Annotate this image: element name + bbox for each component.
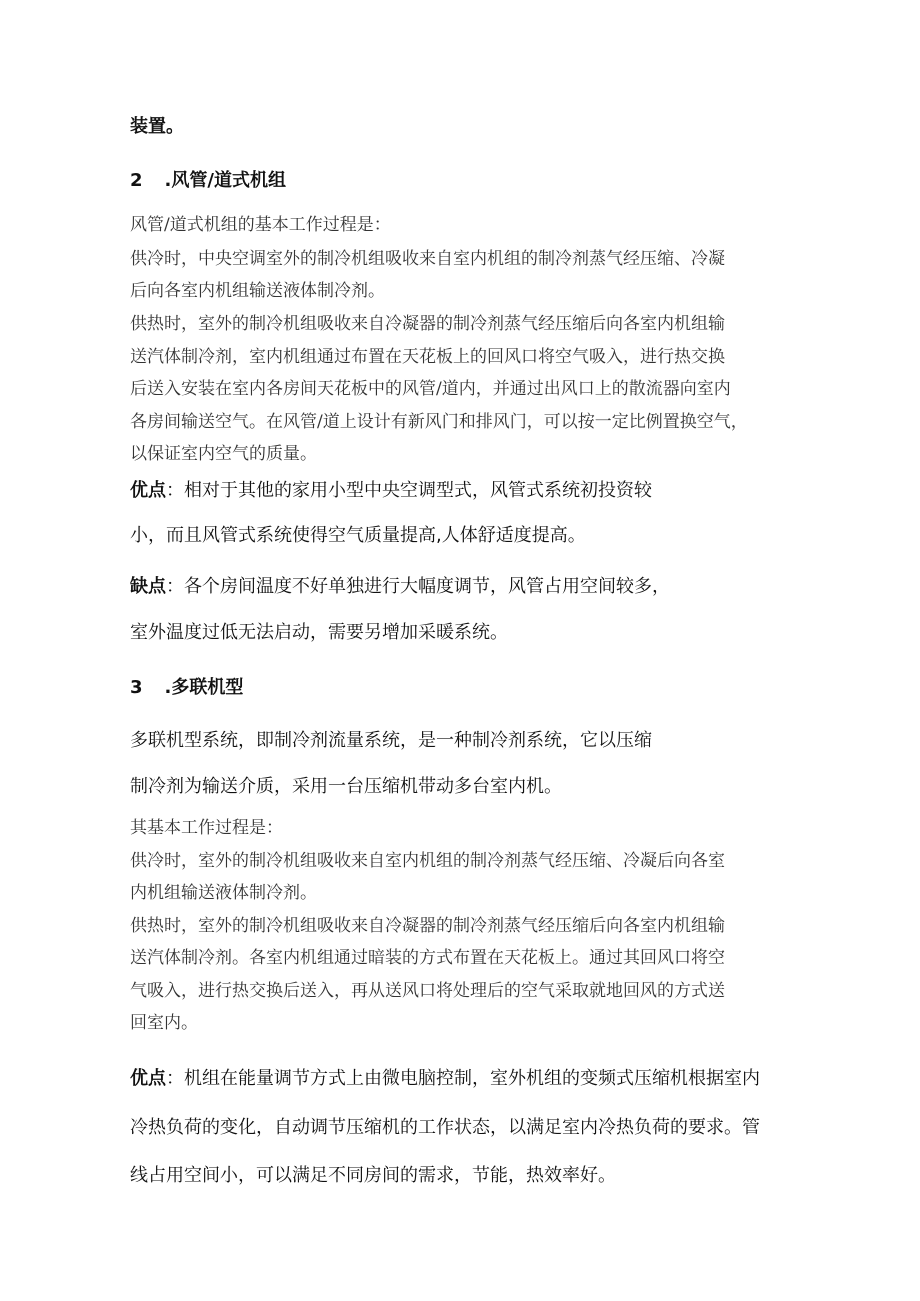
section-2-paragraph-line: 以保证室内空气的质量。 [130, 444, 317, 464]
section-3-heading [130, 673, 243, 699]
cons-label: 缺点 [130, 576, 166, 597]
section-3-paragraph-line: 供热时，室外的制冷机组吸收来自冷凝器的制冷剂蒸气经压缩后向各室内机组输 [130, 916, 725, 936]
cons-text: ：各个房间温度不好单独进行大幅度调节，风管占用空间较多， [166, 576, 670, 597]
section-2-paragraph-line: 供冷时，中央空调室外的制冷机组吸收来自室内机组的制冷剂蒸气经压缩、冷凝 [130, 249, 725, 269]
section-2-paragraph-line: 后送入安装在室内各房间天花板中的风管/道内，并通过出风口上的散流器向室内 [130, 379, 731, 399]
pros-text: ：相对于其他的家用小型中央空调型式，风管式系统初投资较 [166, 480, 652, 501]
section-3-number: 3 [130, 677, 143, 698]
section-2-paragraph-line: 风管/道式机组的基本工作过程是： [130, 215, 391, 235]
section-3-paragraph-line: 其基本工作过程是： [130, 818, 283, 838]
section-2-paragraph-line: 后向各室内机组输送液体制冷剂。 [130, 281, 385, 301]
section-3-paragraph-line: 气吸入，进行热交换后送入，再从送风口将处理后的空气采取就地回风的方式送 [130, 981, 725, 1001]
section-2-paragraph-line: 供热时，室外的制冷机组吸收来自冷凝器的制冷剂蒸气经压缩后向各室内机组输 [130, 314, 725, 334]
section-2-paragraph-line: 各房间输送空气。在风管/道上设计有新风门和排风门，可以按一定比例置换空气， [130, 412, 748, 432]
pros-text: ：机组在能量调节方式上由微电脑控制，室外机组的变频式压缩机根据室内 [166, 1068, 760, 1089]
intro-tail-text: 装置。 [130, 116, 184, 137]
section-2-number: 2 [130, 170, 143, 191]
section-3-paragraph-line: 供冷时，室外的制冷机组吸收来自室内机组的制冷剂蒸气经压缩、冷凝后向各室 [130, 851, 725, 871]
section-3-pros-continued: 冷热负荷的变化，自动调节压缩机的工作状态，以满足室内冷热负荷的要求。管 [130, 1117, 760, 1138]
pros-label: 优点 [130, 480, 166, 501]
section-3-intro-line: 制冷剂为输送介质，采用一台压缩机带动多台室内机。 [130, 776, 562, 797]
section-3-paragraph-line: 回室内。 [130, 1013, 198, 1033]
pros-label: 优点 [130, 1068, 166, 1089]
section-3-intro-line: 多联机型系统，即制冷剂流量系统，是一种制冷剂系统，它以压缩 [130, 730, 652, 751]
section-2-paragraph-line: 送汽体制冷剂，室内机组通过布置在天花板上的回风口将空气吸入，进行热交换 [130, 347, 725, 367]
section-3-pros [130, 1064, 760, 1090]
section-2-cons [130, 572, 670, 598]
section-2-heading [130, 166, 286, 192]
section-2-pros-continued: 小，而且风管式系统使得空气质量提高,人体舒适度提高。 [130, 525, 586, 546]
section-2-title: .风管/道式机组 [164, 170, 286, 191]
section-2-cons-continued: 室外温度过低无法启动，需要另增加采暖系统。 [130, 622, 508, 643]
section-2-pros [130, 476, 652, 502]
section-3-pros-continued: 线占用空间小，可以满足不同房间的需求，节能，热效率好。 [130, 1165, 616, 1186]
section-3-paragraph-line: 内机组输送液体制冷剂。 [130, 883, 317, 903]
section-3-title: .多联机型 [164, 677, 244, 698]
section-3-paragraph-line: 送汽体制冷剂。各室内机组通过暗装的方式布置在天花板上。通过其回风口将空 [130, 948, 725, 968]
